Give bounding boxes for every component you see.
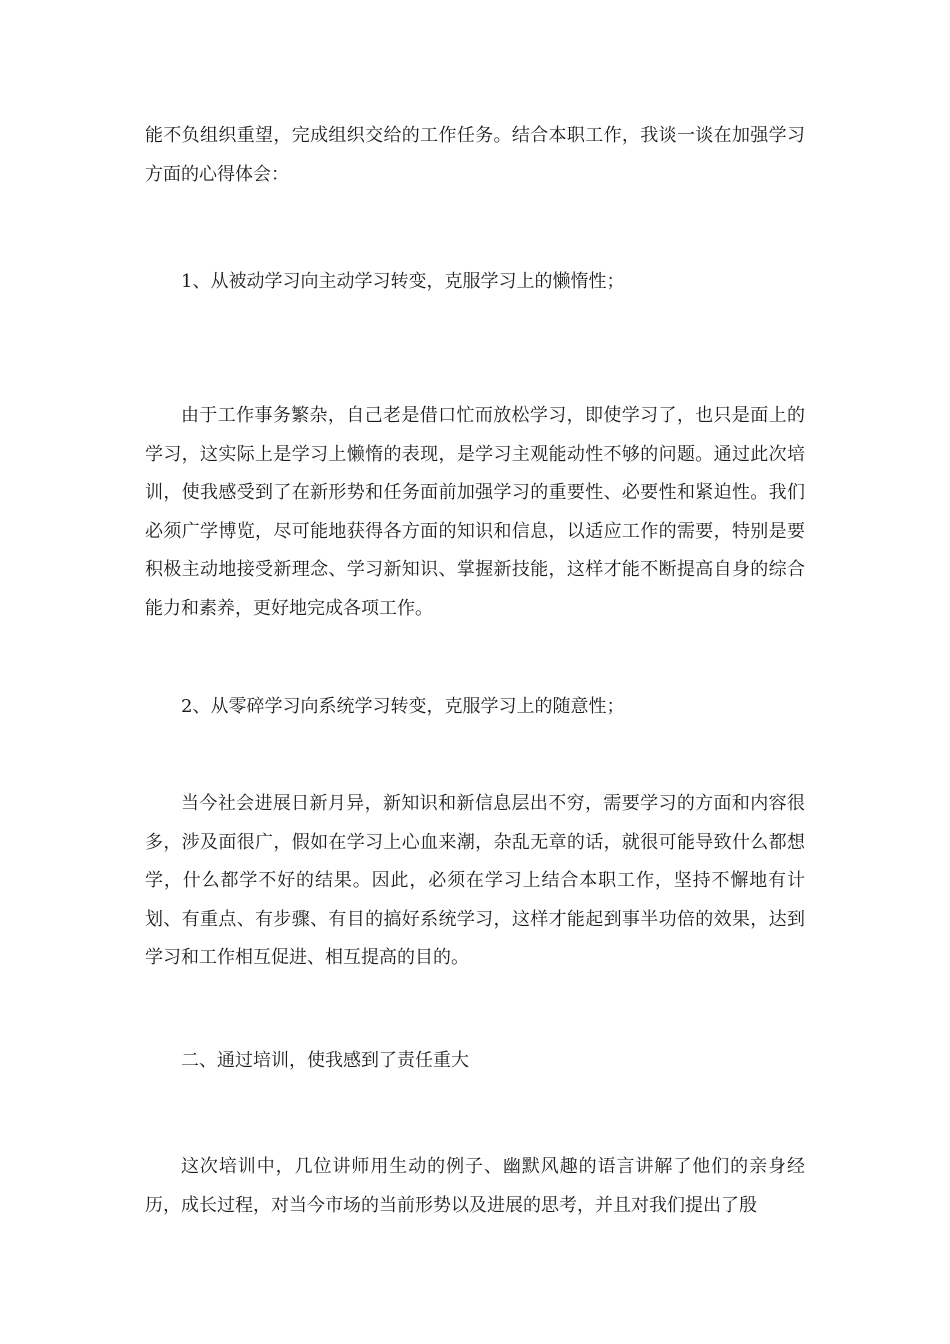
section-heading-1: 1、从被动学习向主动学习转变，克服学习上的懒惰性； xyxy=(181,271,625,292)
body-paragraph-2: 当今社会进展日新月异，新知识和新信息层出不穷，需要学习的方面和内容很多，涉及面很广，假如在学习上心血来潮，杂乱无章的话，就很可能导致什么都想学，什么都学不好的结果。因此，必须在学习上结合本职工作，坚持不懈地有计划、有重点、有步骤、有目的搞好系统学习，这样才能起到事半功倍的效果，达到学习和工作相互促进、相互提高的目的。 xyxy=(145,793,805,969)
section-heading-2: 2、从零碎学习向系统学习转变，克服学习上的随意性； xyxy=(181,696,625,717)
section-heading-3: 二、通过培训，使我感到了责任重大 xyxy=(181,1050,469,1071)
intro-paragraph: 能不负组织重望，完成组织交给的工作任务。结合本职工作，我谈一谈在加强学习方面的心得体会： xyxy=(145,125,805,185)
body-paragraph-1: 由于工作事务繁杂，自己老是借口忙而放松学习，即使学习了，也只是面上的学习，这实际上是学习上懒惰的表现，是学习主观能动性不够的问题。通过此次培训，使我感受到了在新形势和任务面前加强学习的重要性、必要性和紧迫性。我们必须广学博览，尽可能地获得各方面的知识和信息，以适应工作的需要，特别是要积极主动地接受新理念、学习新知识、掌握新技能，这样才能不断提高自身的综合能力和素养，更好地完成各项工作。 xyxy=(145,405,805,619)
body-paragraph-3: 这次培训中，几位讲师用生动的例子、幽默风趣的语言讲解了他们的亲身经历，成长过程，对当今市场的当前形势以及进展的思考，并且对我们提出了殷 xyxy=(145,1156,805,1216)
